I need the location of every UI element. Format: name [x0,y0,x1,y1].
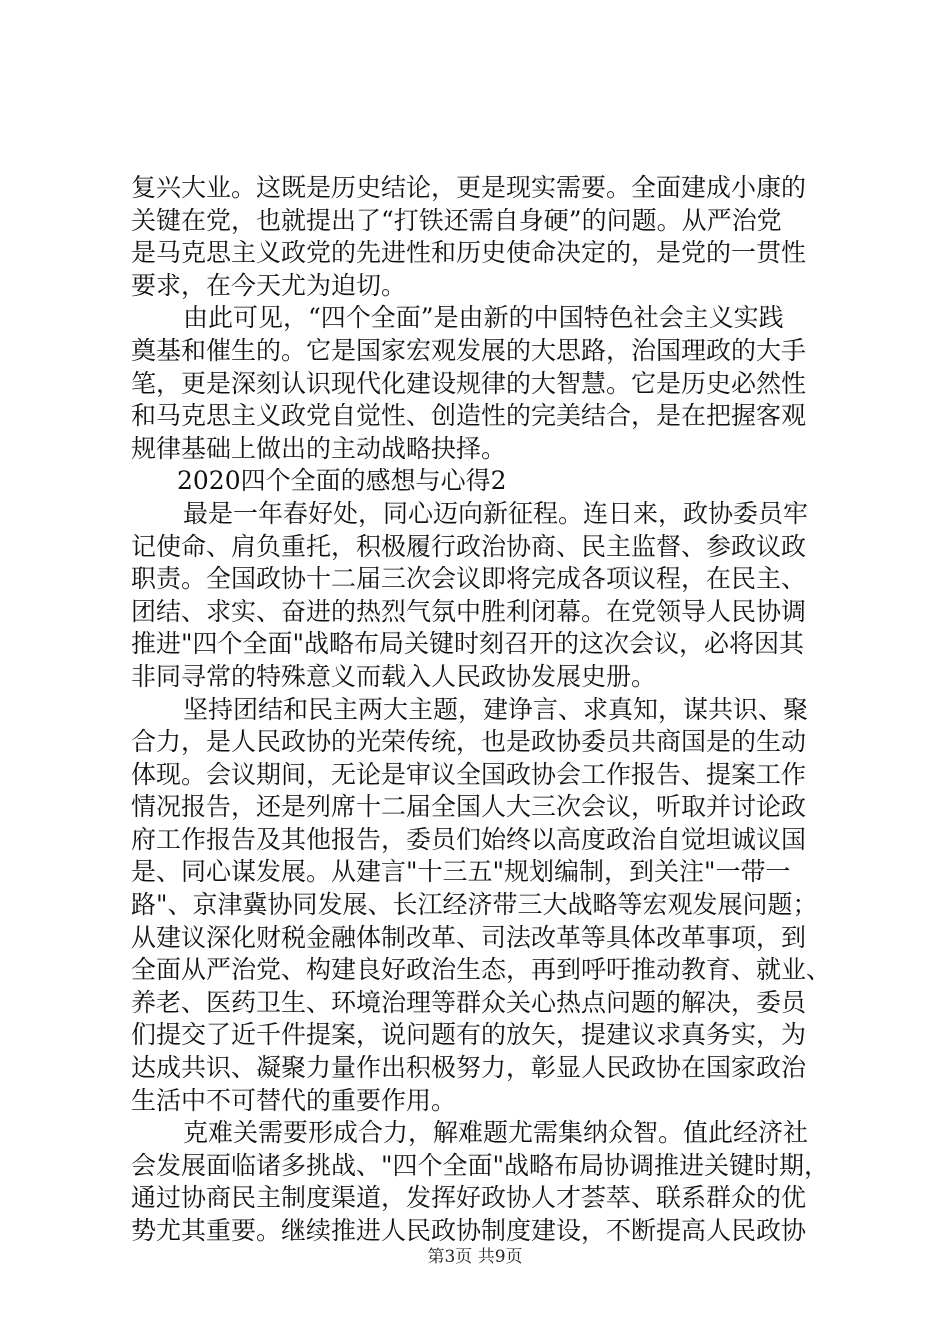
page-footer: 第3页 共9页 [427,1247,523,1267]
text-line: 奠基和催生的。它是国家宏观发展的大思路，治国理政的大手 [131,335,807,365]
text-line: 团结、求实、奋进的热烈气氛中胜利闭幕。在党领导人民协调 [131,596,807,626]
text-line: 坚持团结和民主两大主题，建诤言、求真知，谋共识、聚 [183,694,809,724]
text-line: 笔，更是深刻认识现代化建设规律的大智慧。它是历史必然性 [131,368,807,398]
text-line: 生活中不可替代的重要作用。 [131,1085,457,1115]
text-line: 复兴大业。这既是历史结论，更是现实需要。全面建成小康的 [131,173,807,202]
section-heading [131,465,831,498]
text-line: 路"、京津冀协同发展、长江经济带三大战略等宏观发展问题； [131,890,818,920]
paragraph [131,1117,831,1247]
text-line: 通过协商民主制度渠道，发挥好政协人才荟萃、联系群众的优 [131,1183,807,1213]
text-line: 非同寻常的特殊意义而载入人民政协发展史册。 [131,661,657,691]
text-line: 全面从严治党、构建良好政治生态，再到呼吁推动教育、就业、 [131,955,832,985]
text-line: 府工作报告及其他报告，委员们始终以高度政治自觉坦诚议国 [131,824,807,854]
text-line: 会发展面临诸多挑战、"四个全面"战略布局协调推进关键时期， [131,1150,830,1180]
text-line: 达成共识、凝聚力量作出积极努力，彰显人民政协在国家政治 [131,1053,807,1083]
text-line: 2020四个全面的感想与心得2 [177,466,507,496]
text-line: 是马克思主义政党的先进性和历史使命决定的，是党的一贯性 [131,238,807,268]
paragraph [131,498,831,694]
text-line: 推进"四个全面"战略布局关键时刻召开的这次会议，必将因其 [131,629,805,659]
text-line: 从建议深化财税金融体制改革、司法改革等具体改革事项，到 [131,922,807,952]
text-line: 情况报告，还是列席十二届全国人大三次会议，听取并讨论政 [131,792,807,822]
text-line: 合力，是人民政协的光荣传统，也是政协委员共商国是的生动 [131,727,807,757]
body-text [131,172,831,1248]
paragraph [131,694,831,1118]
text-line: 体现。会议期间，无论是审议全国政协会工作报告、提案工作 [131,759,807,789]
text-line: 记使命、肩负重托，积极履行政治协商、民主监督、参政议政 [131,531,807,561]
text-line: 是、同心谋发展。从建言"十三五"规划编制，到关注"一带一 [131,857,791,887]
paragraph [131,302,831,465]
text-line: 要求，在今天尤为迫切。 [131,270,407,300]
text-line: 最是一年春好处，同心迈向新征程。连日来，政协委员牢 [183,498,809,528]
text-line: 势尤其重要。继续推进人民政协制度建设，不断提高人民政协 [131,1216,807,1245]
text-line: 规律基础上做出的主动战略抉择。 [131,433,507,463]
text-line: 职责。全国政协十二届三次会议即将完成各项议程，在民主、 [131,564,807,594]
text-line: 由此可见，“四个全面”是由新的中国特色社会主义实践 [183,303,784,333]
text-line: 关键在党，也就提出了“打铁还需自身硬”的问题。从严治党 [131,205,782,235]
text-line: 养老、医药卫生、环境治理等群众关心热点问题的解决，委员 [131,987,807,1017]
text-line: 们提交了近千件提案，说问题有的放矢，提建议求真务实，为 [131,1020,807,1050]
text-line: 克难关需要形成合力，解难题尤需集纳众智。值此经济社 [183,1118,809,1148]
text-line: 和马克思主义政党自觉性、创造性的完美结合，是在把握客观 [131,401,807,431]
paragraph [131,172,831,302]
